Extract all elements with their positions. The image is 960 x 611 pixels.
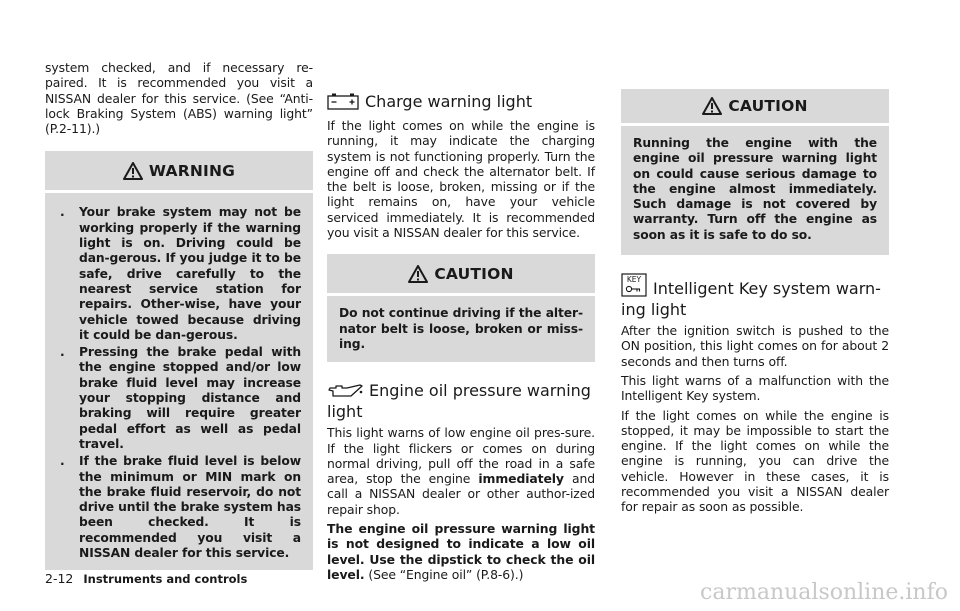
oil-paragraph-2: The engine oil pressure warning light is not designed to indicate a low oil level. Use the dipstick to check the oil level. (See “Engine oil” (P.8-6).): [327, 521, 595, 582]
footer-section-title: Instruments and controls: [83, 572, 248, 586]
key-icon-label: KEY: [626, 275, 642, 285]
charge-title: Charge warning light: [365, 92, 533, 111]
charge-caution-body: [327, 296, 595, 362]
column-right: [621, 0, 889, 519]
ikey-title: Intelligent Key system warn-ing light: [621, 279, 881, 320]
charge-caution-text: Do not continue driving if the alter-nator belt is loose, broken or miss-ing.: [339, 306, 583, 351]
column-left: [45, 0, 313, 570]
charge-caution-title: CAUTION: [434, 264, 514, 283]
warning-body: [45, 193, 313, 570]
warning-title: WARNING: [148, 161, 236, 180]
charge-caution-box: [327, 254, 595, 362]
page-number: 2-12: [45, 571, 74, 586]
caution-triangle-icon: [702, 97, 722, 115]
oil-can-icon: [327, 383, 363, 403]
warning-item-1: . Your brake system may not be working properly if the warning light is on. Driving could be dan-gerous. If you judge it to be safe, drive carefully to the nearest service station for repairs. Other-wise, have your vehicle towed because driving it could be dan-gerous.: [60, 205, 301, 342]
battery-icon: [327, 92, 359, 114]
charge-heading: [327, 92, 595, 114]
ikey-paragraph-3: If the light comes on while the engine is stopped, it may be impossible to start the engine. If the light comes on while the engine is running, you can drive the vehicle. However in these cases, it is recommended you visit a NISSAN dealer for repair as soon as possible.: [621, 407, 889, 515]
ikey-heading: [621, 273, 889, 319]
charge-caution-header: [327, 254, 595, 293]
oil-caution-body: [621, 126, 889, 255]
oil-paragraph-1: This light warns of low engine oil pres-sure. If the light flickers or comes on during normal driving, pull off the road in a safe area, stop the engine immediately and call a NISSAN dealer or other author-ized repair shop.: [327, 425, 595, 517]
warning-box: [45, 151, 313, 570]
caution-triangle-icon: [408, 265, 428, 283]
warning-triangle-icon: [123, 162, 143, 180]
column-middle: [327, 0, 595, 586]
warning-item-2: . Pressing the brake pedal with the engine stopped and/or low brake fluid level may increase your stopping distance and braking will require greater pedal effort as well as pedal travel.: [60, 345, 301, 451]
charge-paragraph: If the light comes on while the engine is running, it may indicate the charging system is not functioning properly. Turn the engine off and check the alternator belt. If the belt is loose, broken, missing or if the light remains on, have your vehicle serviced immediately. It is recommended you visit a NISSAN dealer for this service.: [327, 118, 595, 241]
oil-caution-header: [621, 89, 889, 123]
oil-caution-text: Running the engine with the engine oil pressure warning light on could cause serious damage to the engine almost immediately. Such damage is not covered by warranty. Turn off the engine as soon as it is safe to do so.: [633, 136, 877, 242]
watermark-text: carmanualsonline.info: [700, 580, 948, 605]
page-footer: [45, 571, 247, 586]
ikey-paragraph-2: This light warns of a malfunction with the Intelligent Key system.: [621, 372, 889, 404]
warning-list: [57, 205, 301, 561]
intro-paragraph: system checked, and if necessary re-paired. It is recommended you visit a NISSAN dealer for this service. (See “Anti-lock Braking System (ABS) warning light” (P.2-11).): [45, 60, 313, 137]
oil-caution-title: CAUTION: [728, 97, 808, 115]
oil-title: Engine oil pressure warning light: [327, 381, 591, 422]
key-icon: [621, 273, 647, 301]
oil-caution-box: [621, 89, 889, 255]
oil-heading: [327, 382, 595, 421]
warning-header: [45, 151, 313, 190]
warning-item-3: . If the brake fluid level is below the minimum or MIN mark on the brake fluid reservoir, do not drive until the brake system has been checked. It is recommended you visit a NISSAN dealer for this service.: [60, 454, 301, 561]
ikey-paragraph-1: After the ignition switch is pushed to the ON position, this light comes on for about 2 seconds and then turns off.: [621, 323, 889, 369]
